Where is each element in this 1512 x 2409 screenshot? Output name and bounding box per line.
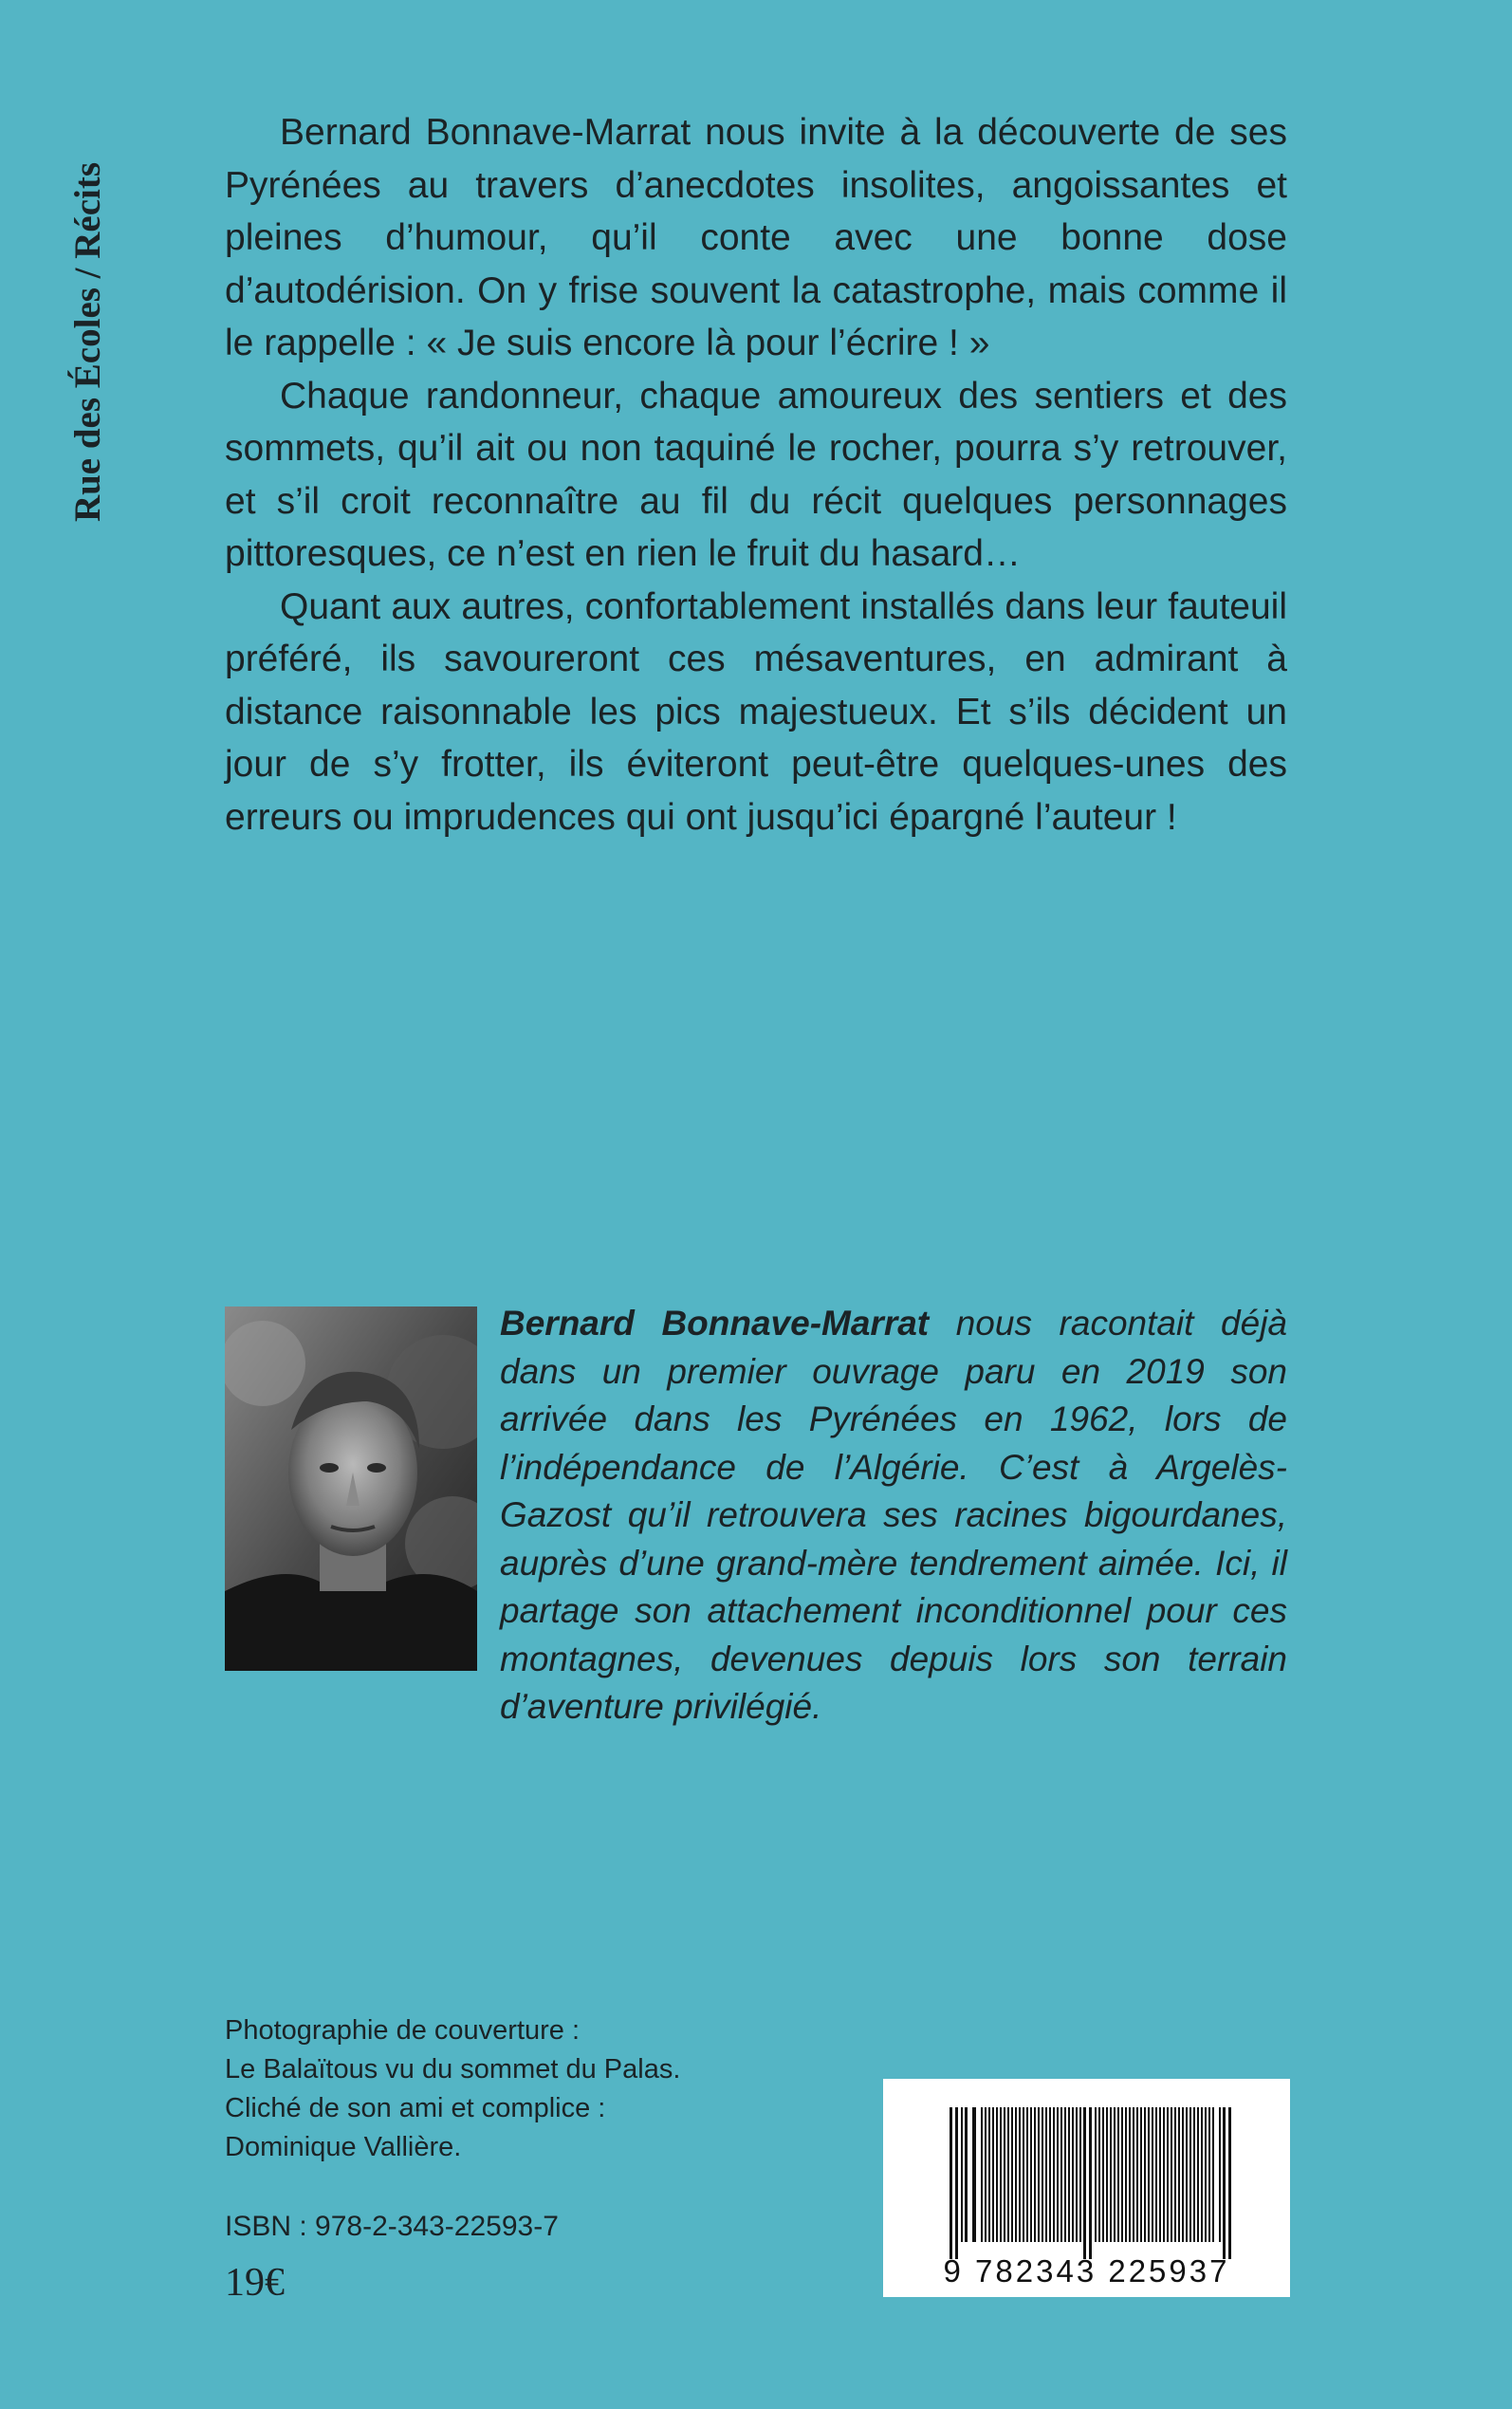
barcode-bar — [1174, 2107, 1176, 2242]
barcode-bar — [1186, 2107, 1188, 2242]
barcode-bar — [1038, 2107, 1040, 2242]
credit-line: Cliché de son ami et complice : — [225, 2093, 606, 2123]
barcode-bar — [1197, 2107, 1199, 2242]
barcode-bar — [1072, 2107, 1074, 2242]
barcode-bar — [1068, 2107, 1070, 2242]
barcode-bar — [1125, 2107, 1127, 2242]
barcode-bar — [1129, 2107, 1131, 2242]
barcode-bar — [1045, 2107, 1047, 2242]
barcode-bar — [1193, 2107, 1195, 2242]
barcode-bar — [1004, 2107, 1005, 2242]
barcode-bar — [988, 2107, 990, 2242]
barcode-bar — [1042, 2107, 1043, 2242]
barcode-bar — [1000, 2107, 1002, 2242]
barcode-bar — [1106, 2107, 1108, 2242]
barcode-bar — [1228, 2107, 1231, 2259]
barcode-bar — [1098, 2107, 1100, 2242]
barcode-bar — [1163, 2107, 1165, 2242]
barcode-bar — [1159, 2107, 1161, 2242]
barcode-bar — [1205, 2107, 1207, 2242]
barcode-bar — [1201, 2107, 1203, 2242]
barcode-bar — [1117, 2107, 1119, 2242]
barcode-bar — [1148, 2107, 1150, 2242]
barcode-bar — [1155, 2107, 1157, 2242]
barcode-bar — [1019, 2107, 1021, 2242]
barcode-digits: 9 782343 225937 — [943, 2253, 1230, 2289]
author-portrait-image — [225, 1306, 477, 1671]
barcode-bar — [1171, 2107, 1172, 2242]
blurb-paragraph: Quant aux autres, confortablement installés dans leur fauteuil préféré, ils savoureront ces mésaventures, en admirant à distance raisonnable les pics majestueux. Et s’ils décident un jour de s’y frotter, ils éviteront peut-être quelques-unes des erreurs ou imprudences qui ont jusqu’ici épargné l’auteur ! — [225, 585, 1287, 838]
barcode-bar — [965, 2107, 968, 2242]
barcode-bar — [992, 2107, 994, 2242]
barcode-bar — [1114, 2107, 1116, 2242]
author-biography — [500, 1300, 1287, 1732]
barcode-bar — [1189, 2107, 1191, 2242]
author-name: Bernard Bonnave-Marrat — [500, 1304, 930, 1343]
barcode-bar — [1079, 2107, 1081, 2242]
barcode-bar — [985, 2107, 986, 2242]
credit-line: Le Balaïtous vu du sommet du Palas. — [225, 2054, 681, 2085]
barcode-bar — [1102, 2107, 1104, 2242]
barcode-bar — [1212, 2107, 1214, 2242]
barcode-bar — [1144, 2107, 1146, 2242]
barcode-bar — [1089, 2107, 1092, 2259]
back-cover-blurb — [225, 106, 1287, 843]
barcode-bar — [1182, 2107, 1184, 2242]
barcode-bar — [1178, 2107, 1180, 2242]
barcode-bar — [1208, 2107, 1210, 2242]
barcode-bar — [1023, 2107, 1024, 2242]
barcode-bar — [1110, 2107, 1112, 2242]
barcode-bar — [1140, 2107, 1142, 2242]
barcode-bar — [1057, 2107, 1059, 2242]
barcode-bar — [1219, 2107, 1221, 2242]
cover-credits — [225, 2011, 680, 2167]
barcode-bar — [1083, 2107, 1086, 2259]
barcode-bar — [1223, 2107, 1226, 2259]
barcode-bar — [1167, 2107, 1169, 2242]
barcode-bar — [1030, 2107, 1032, 2242]
barcode-bar — [996, 2107, 998, 2242]
credit-line: Dominique Vallière. — [225, 2132, 462, 2162]
blurb-paragraph: Chaque randonneur, chaque amoureux des sentiers et des sommets, qu’il ait ou non taquiné le rocher, pourra s’y retrouver, et s’il croit reconnaître au fil du récit quelques personnages pittoresques, ce n’est en rien le fruit du hasard… — [225, 375, 1287, 574]
spine-label — [55, 109, 121, 574]
barcode-bar — [1076, 2107, 1078, 2242]
blurb-paragraph: Bernard Bonnave-Marrat nous invite à la découverte de ses Pyrénées au travers d’anecdotes insolites, angoissantes et pleines d’humour, qu’il conte avec une bonne dose d’autodérision. On y frise souvent la catastrophe, mais comme il le rappelle : « Je suis encore là pour l’écrire ! » — [225, 112, 1287, 363]
credit-line: Photographie de couverture : — [225, 2015, 581, 2046]
barcode-bar — [1026, 2107, 1028, 2242]
barcode-bar — [1136, 2107, 1138, 2242]
barcode-bar — [972, 2107, 976, 2242]
barcode-bar — [1015, 2107, 1017, 2242]
barcode — [883, 2079, 1290, 2297]
barcode-bar — [950, 2107, 952, 2259]
barcode-bar — [1060, 2107, 1062, 2242]
barcode-bar — [1049, 2107, 1051, 2242]
barcode-bar — [1133, 2107, 1134, 2242]
barcode-bar — [1121, 2107, 1123, 2242]
barcode-bar — [1053, 2107, 1055, 2242]
barcode-bar — [955, 2107, 958, 2259]
barcode-bar — [961, 2107, 963, 2242]
author-photo — [225, 1306, 477, 1671]
barcode-bar — [1011, 2107, 1013, 2242]
barcode-bar — [1152, 2107, 1153, 2242]
barcode-bar — [1064, 2107, 1066, 2242]
barcode-bar — [1095, 2107, 1097, 2242]
barcode-bar — [1007, 2107, 1009, 2242]
collection-title: Rue des Écoles / Récits — [67, 161, 109, 522]
isbn-number: ISBN : 978-2-343-22593-7 — [225, 2211, 559, 2242]
barcode-bar — [1034, 2107, 1036, 2242]
biography-text: nous racontait déjà dans un premier ouvrage paru en 2019 son arrivée dans les Pyrénées en 1962, lors de l’indépendance de l’Algérie. C’est à Argelès-Gazost qu’il retrouvera ses racines bigourdanes, auprès d’une grand-mère tendrement aimée. Ici, il partage son attachement inconditionnel pour ces montagnes, devenues depuis lors son terrain d’aventure privilégié. — [500, 1304, 1287, 1726]
barcode-bar — [981, 2107, 983, 2242]
price: 19€ — [225, 2261, 285, 2305]
